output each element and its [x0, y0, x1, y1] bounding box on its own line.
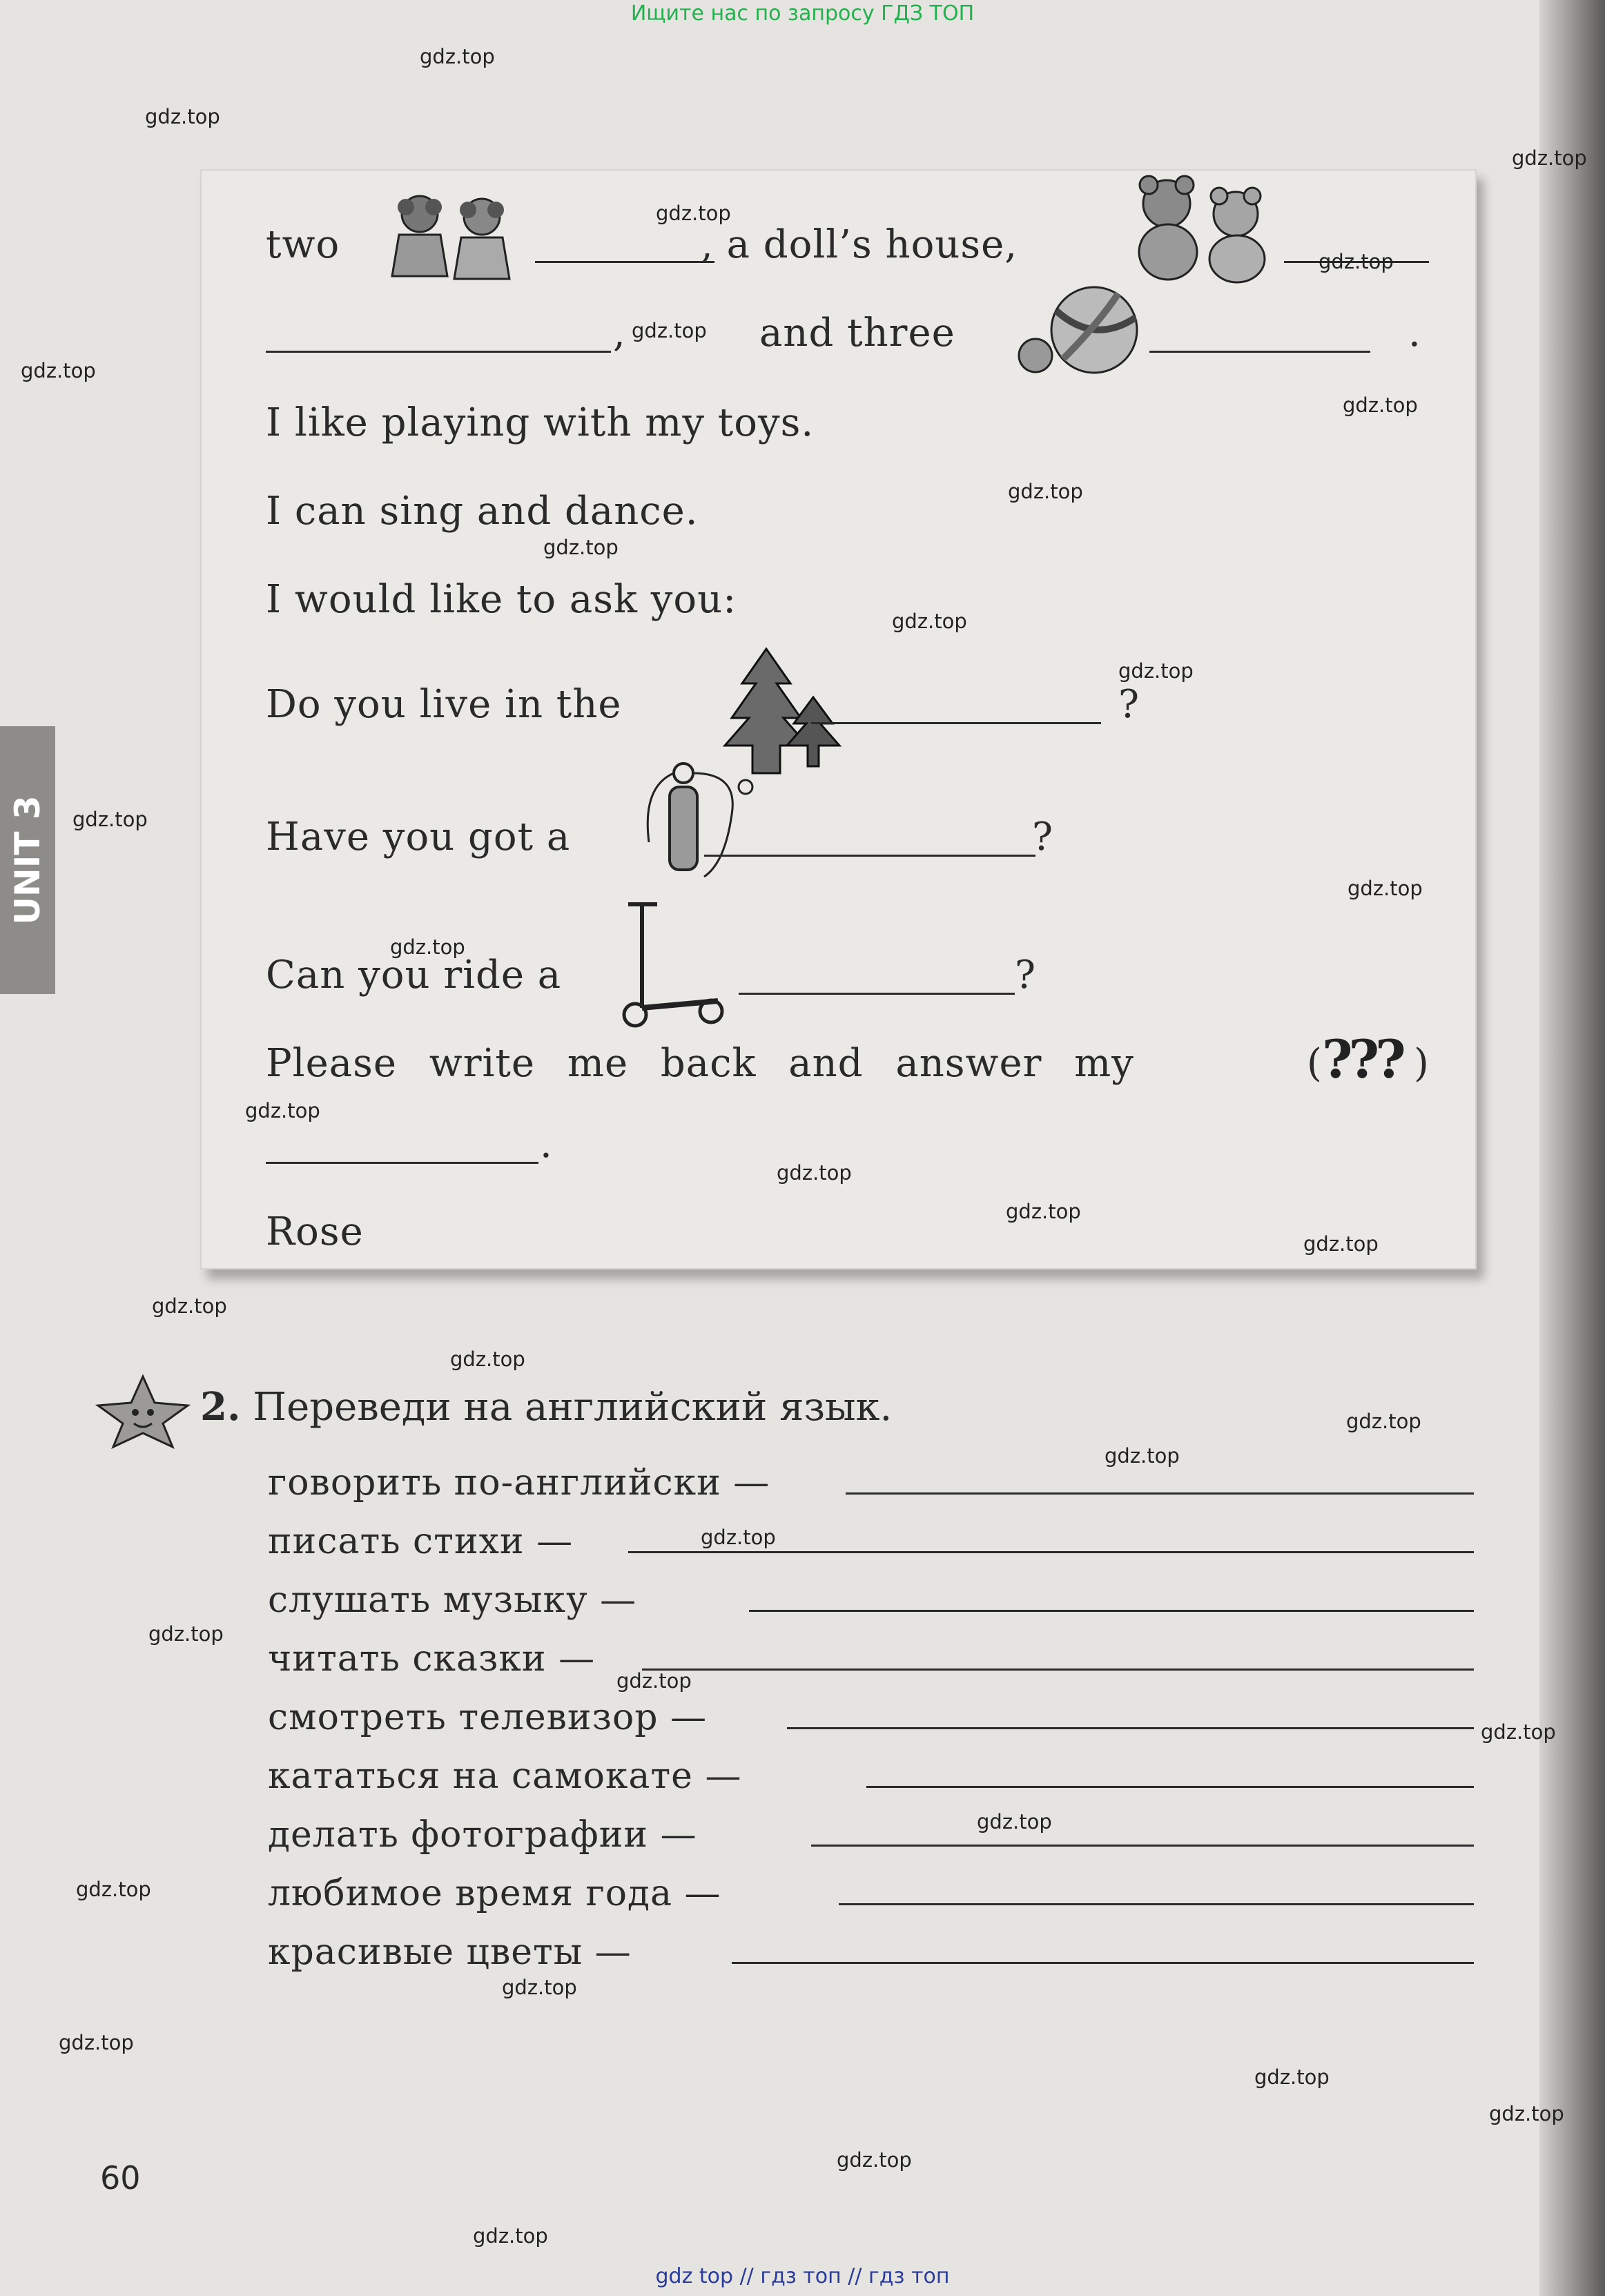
- letter-line-9: Please write me back and answer my: [266, 1041, 1134, 1086]
- answer-line-4[interactable]: [642, 1669, 1474, 1671]
- exercise-title-text: Переведи на английский язык.: [253, 1385, 893, 1430]
- letter-line-7: Have you got a: [266, 815, 571, 859]
- watermark: gdz.top: [76, 1878, 151, 1901]
- watermark: gdz.top: [656, 202, 731, 225]
- translation-item-5: смотреть телевизор —: [268, 1697, 708, 1738]
- watermark: gdz.top: [473, 2224, 548, 2248]
- unit-tab: [0, 726, 55, 994]
- page-number: 60: [100, 2159, 141, 2197]
- watermark: gdz.top: [1481, 1720, 1556, 1744]
- ball-icon: [1015, 283, 1146, 380]
- watermark: gdz.top: [502, 1976, 577, 1999]
- watermark: gdz.top: [1006, 1200, 1081, 1223]
- blank-line-2a[interactable]: [266, 351, 611, 353]
- watermark: gdz.top: [420, 45, 495, 68]
- exercise-title: [200, 1384, 892, 1430]
- letter-line-6-end: ?: [1118, 682, 1140, 727]
- blank-line-10[interactable]: [266, 1162, 538, 1164]
- letter-line-8-end: ?: [1015, 953, 1037, 998]
- answer-line-5[interactable]: [787, 1727, 1474, 1729]
- watermark: gdz.top: [245, 1099, 320, 1122]
- translation-item-9: красивые цветы —: [268, 1932, 632, 1973]
- answer-line-1[interactable]: [846, 1492, 1474, 1495]
- answer-line-7[interactable]: [811, 1845, 1474, 1847]
- letter-line-2-end: .: [1408, 311, 1421, 356]
- question-marks-icon: ???: [1322, 1029, 1402, 1090]
- letter-line-1-middle: , a doll’s house,: [701, 222, 1018, 267]
- blank-line-8[interactable]: [739, 993, 1015, 995]
- letter-line-1-start: two: [266, 222, 340, 267]
- answer-line-9[interactable]: [732, 1962, 1474, 1964]
- bottom-banner[interactable]: gdz top // гдз топ // гдз топ: [655, 2264, 950, 2288]
- translation-item-1: говорить по-английски —: [268, 1462, 770, 1504]
- answer-line-3[interactable]: [749, 1610, 1474, 1612]
- blank-line-1a[interactable]: [535, 261, 714, 263]
- letter-line-2-middle: and three: [759, 311, 955, 356]
- watermark: gdz.top: [450, 1348, 525, 1371]
- dolls-icon: [378, 186, 530, 290]
- watermark: gdz.top: [1008, 480, 1083, 503]
- letter-line-4: I can sing and dance.: [266, 489, 699, 534]
- watermark: gdz.top: [72, 808, 148, 831]
- letter-line-2-comma: ,: [613, 311, 626, 356]
- watermark: gdz.top: [145, 105, 220, 128]
- blank-line-2b[interactable]: [1149, 351, 1370, 353]
- exercise-number: 2.: [200, 1384, 241, 1430]
- blank-line-7[interactable]: [704, 855, 1035, 857]
- letter-line-10-end: .: [540, 1122, 553, 1167]
- letter-line-7-end: ?: [1032, 815, 1054, 859]
- watermark: gdz.top: [543, 536, 619, 559]
- letter-line-5: I would like to ask you:: [266, 577, 737, 622]
- watermark: gdz.top: [152, 1294, 227, 1318]
- watermark: gdz.top: [1512, 146, 1587, 170]
- watermark: gdz.top: [977, 1810, 1052, 1833]
- translation-item-8: любимое время года —: [268, 1873, 721, 1914]
- watermark: gdz.top: [59, 2031, 134, 2054]
- letter-line-3: I like playing with my toys.: [266, 400, 815, 445]
- watermark: gdz.top: [892, 610, 967, 633]
- watermark: gdz.top: [148, 1622, 224, 1646]
- watermark: gdz.top: [777, 1161, 852, 1185]
- blank-line-6[interactable]: [811, 722, 1101, 724]
- letter-line-8: Can you ride a: [266, 953, 562, 998]
- watermark: gdz.top: [21, 359, 96, 382]
- page-binding-shadow: [1539, 0, 1605, 2296]
- watermark: gdz.top: [1118, 659, 1194, 683]
- top-banner[interactable]: Ищите нас по запросу ГДЗ ТОП: [630, 1, 975, 26]
- watermark: gdz.top: [632, 319, 707, 342]
- watermark: gdz.top: [390, 935, 465, 959]
- translation-item-6: кататься на самокате —: [268, 1755, 742, 1797]
- translation-item-4: читать сказки —: [268, 1638, 596, 1680]
- watermark: gdz.top: [701, 1526, 776, 1549]
- scooter-icon: [607, 897, 732, 1029]
- translation-item-3: слушать музыку —: [268, 1579, 637, 1621]
- watermark: gdz.top: [616, 1669, 692, 1693]
- watermark: gdz.top: [837, 2148, 912, 2172]
- answer-line-8[interactable]: [839, 1903, 1474, 1905]
- answer-line-6[interactable]: [866, 1786, 1474, 1788]
- watermark: gdz.top: [1348, 877, 1423, 900]
- translation-item-7: делать фотографии —: [268, 1814, 697, 1856]
- watermark: gdz.top: [1254, 2065, 1330, 2089]
- unit-tab-label: UNIT 3: [8, 795, 48, 925]
- watermark: gdz.top: [1105, 1444, 1180, 1468]
- letter-signature: Rose: [266, 1209, 364, 1254]
- letter-line-9-paren-open: (: [1307, 1041, 1323, 1086]
- answer-line-2[interactable]: [628, 1551, 1474, 1553]
- teddy-bears-icon: [1125, 173, 1284, 283]
- mp3-player-icon: [635, 759, 773, 884]
- watermark: gdz.top: [1303, 1232, 1379, 1256]
- watermark: gdz.top: [1343, 393, 1418, 417]
- translation-item-2: писать стихи —: [268, 1521, 574, 1562]
- watermark: gdz.top: [1346, 1410, 1421, 1433]
- letter-line-9-paren-close: ): [1414, 1041, 1430, 1086]
- star-icon: [91, 1374, 195, 1450]
- watermark: gdz.top: [1319, 250, 1394, 273]
- letter-line-6: Do you live in the: [266, 682, 622, 727]
- watermark: gdz.top: [1489, 2102, 1564, 2125]
